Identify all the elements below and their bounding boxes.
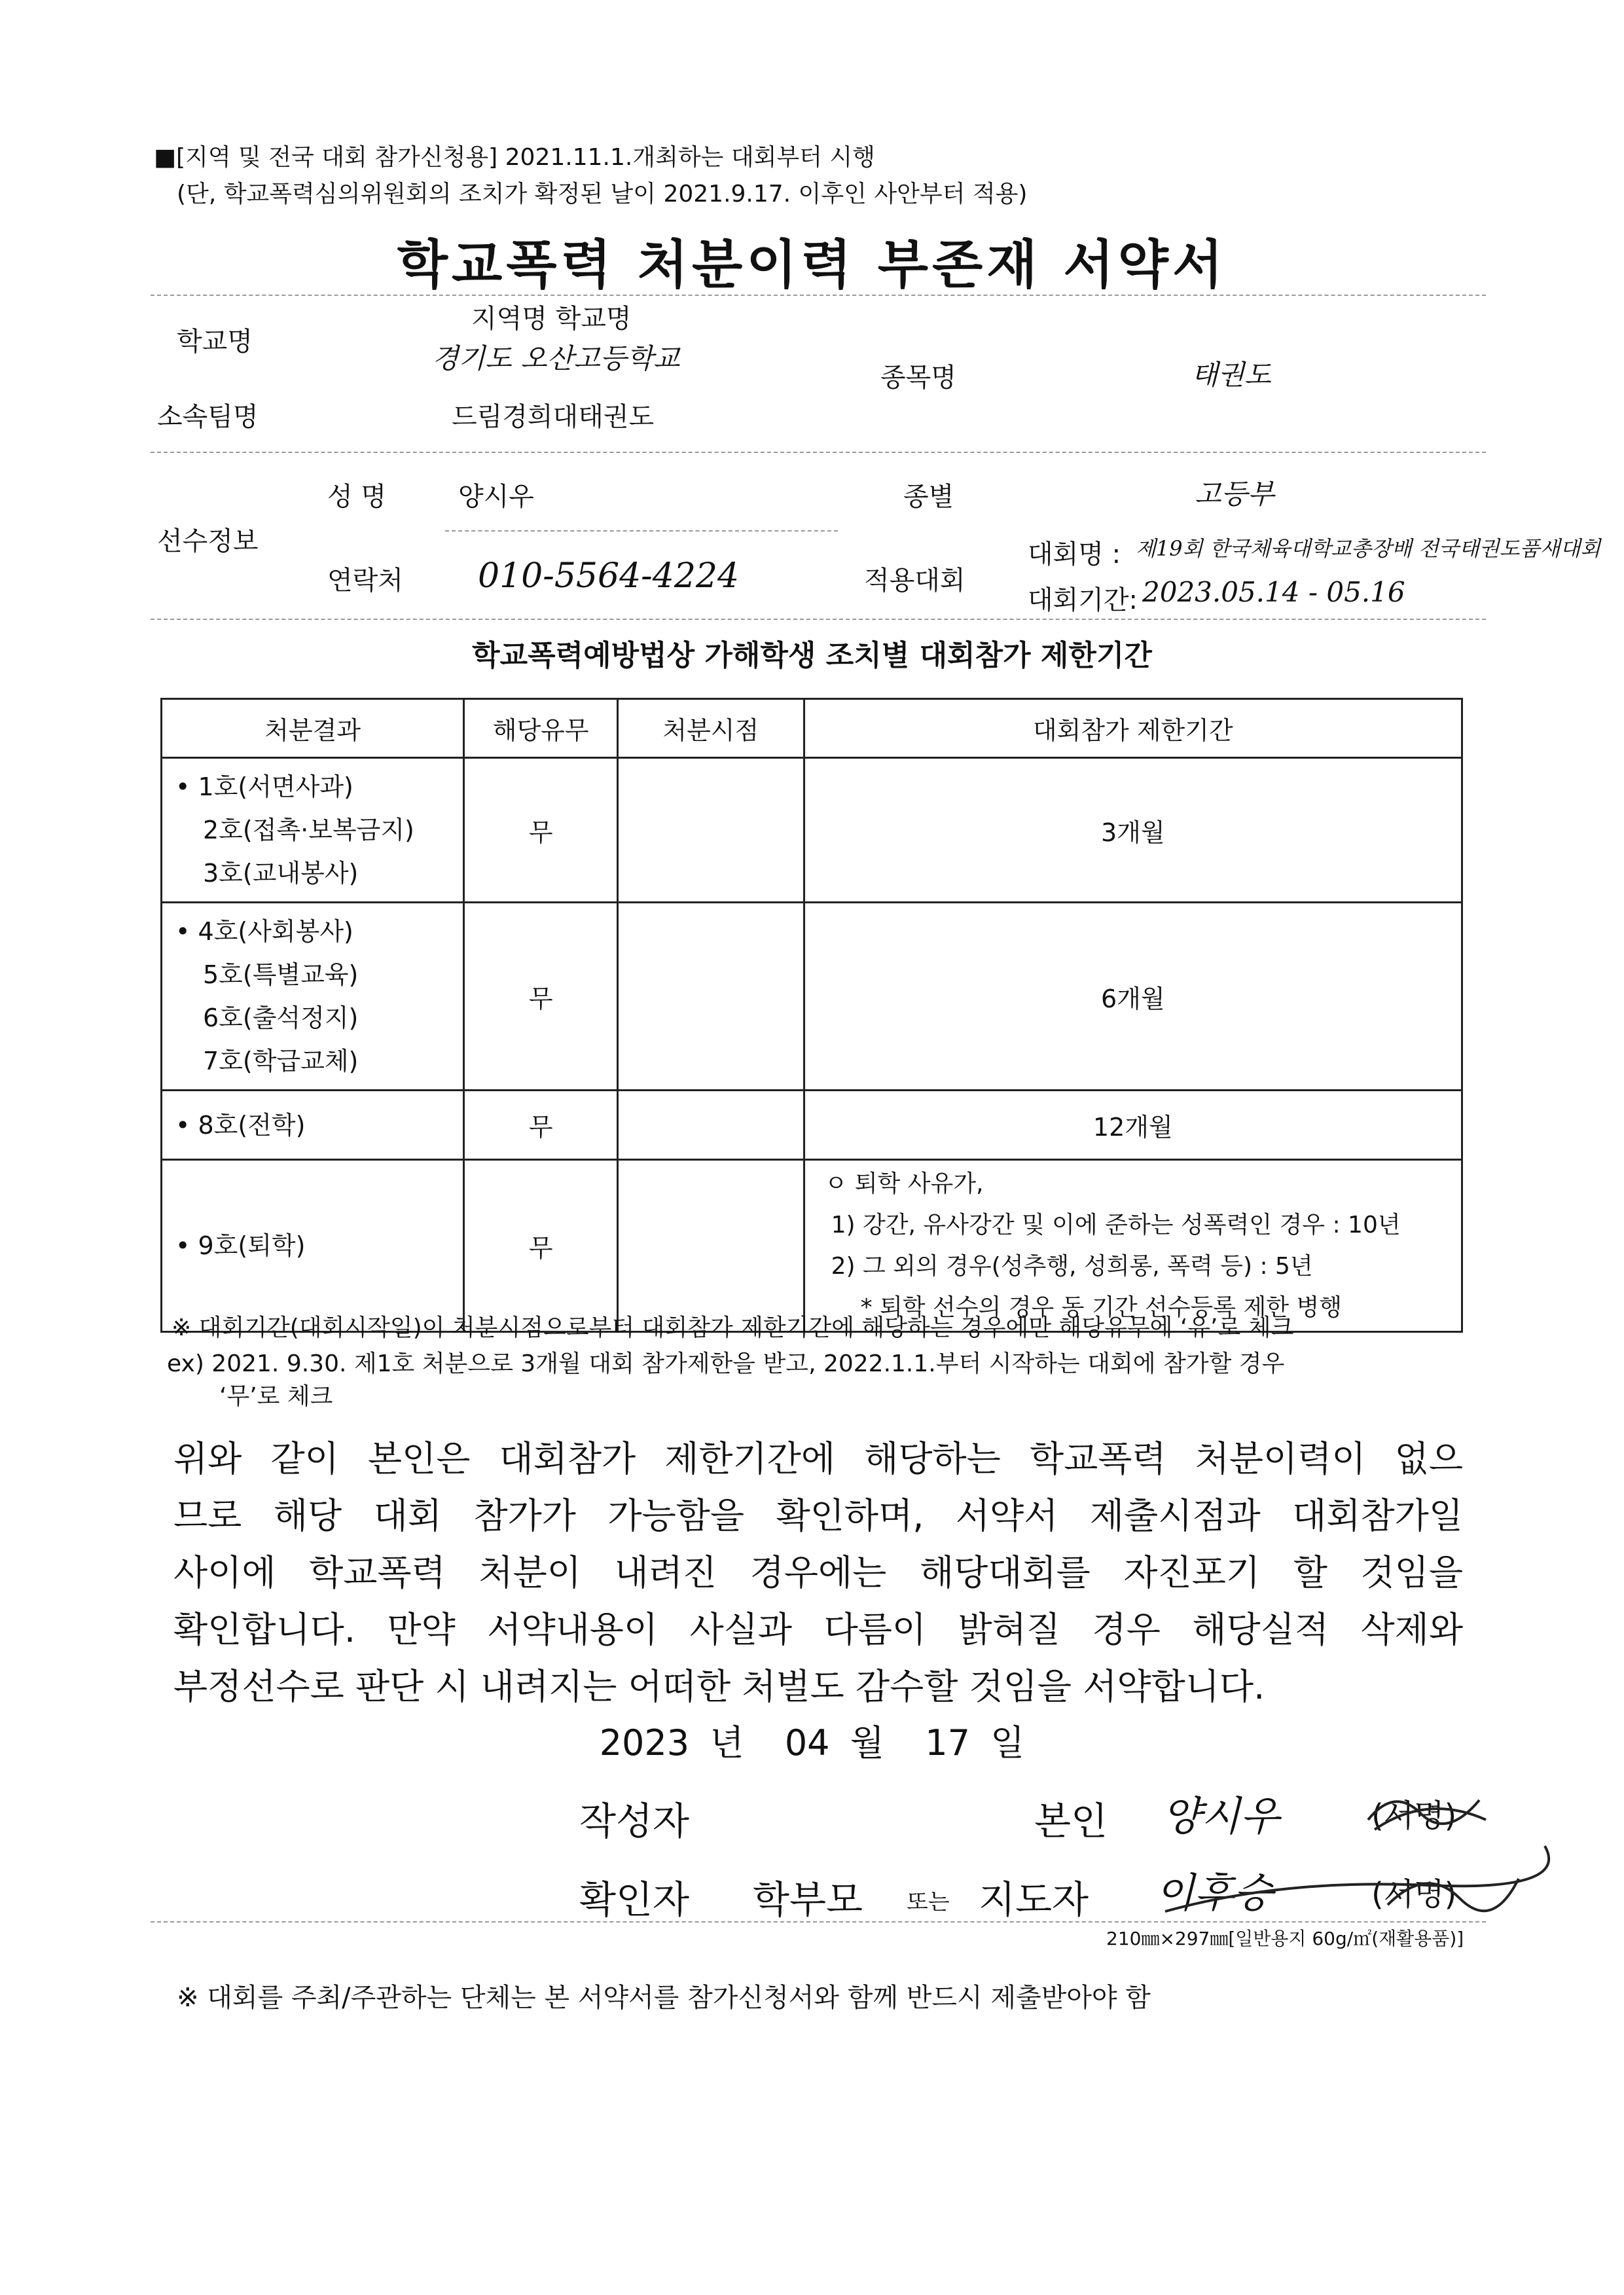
school-value: 경기도 오산고등학교 — [432, 342, 680, 374]
category-label: 종별 — [903, 482, 954, 512]
note-check-rule: ※ 대회기간(대회시작일)이 처분시점으로부터 대회참가 제한기간에 해당하는 경우에만 해당유무에 ‘유’로 체크 — [171, 1314, 1294, 1341]
competition-period-label: 대회기간: — [1028, 585, 1138, 615]
player-info-label: 선수정보 — [157, 526, 259, 556]
table-row — [162, 1160, 1462, 1332]
signature-scribble-icon — [1362, 1780, 1492, 1839]
column-header: 대회참가 제한기간 — [804, 699, 1462, 758]
category-value: 고등부 — [1195, 478, 1274, 510]
divider — [151, 452, 1486, 453]
disposition-time — [618, 903, 804, 1091]
coach-signature: (서명) — [1371, 1876, 1457, 1913]
contact-label: 연락처 — [327, 566, 403, 596]
signature-scribble-icon — [1152, 1839, 1558, 1925]
disposition-time — [618, 1091, 804, 1160]
applies-value: 무 — [464, 1160, 618, 1332]
table-row — [162, 758, 1462, 903]
self-name: 양시우 — [1162, 1792, 1280, 1840]
restriction-period: 3개월 — [804, 758, 1462, 903]
disposition-result: • 8호(전학) — [162, 1091, 464, 1160]
column-header: 해당유무 — [464, 699, 618, 758]
competition-name-value: 제19회 한국체육대학교총장배 전국태권도품새대회 — [1136, 536, 1601, 561]
competition-period-value: 2023.05.14 - 05.16 — [1142, 576, 1405, 608]
notice-line-1: ■[지역 및 전국 대회 참가신청용] 2021.11.1.개최하는 대회부터 시행 — [154, 144, 875, 171]
notice-line-2: (단, 학교폭력심의위원회의 조치가 확정된 날이 2021.9.17. 이후인 사안부터 적용) — [177, 181, 1028, 208]
table-row — [162, 1091, 1462, 1160]
disposition-result: • 9호(퇴학) — [162, 1160, 464, 1332]
parent-label: 학부모 — [753, 1877, 863, 1922]
school-label: 학교명 — [177, 327, 253, 357]
writer-label: 작성자 — [579, 1799, 690, 1843]
event-label: 종목명 — [880, 363, 956, 393]
region-school-caption: 지역명 학교명 — [471, 304, 632, 334]
team-value: 드림경희대태권도 — [452, 402, 655, 432]
pledge-paragraph: 위와 같이 본인은 대회참가 제한기간에 해당하는 학교폭력 처분이력이 없으 므로 해당 대회 참가가 가능함을 확인하며, 서약서 제출시점과 대회참가일 사이에 학교폭력 처분이 내려진 경우에는 해당대회를 자진포기 할 것임을 확인합니다. 만약 서약내용이 사실과 다름이 밝혀질 경우 해당실적 삭제와 부정선수로 판단 시 내려지는 어떠한 처벌도 감수할 것임을 서약합니다. — [173, 1438, 1463, 1707]
note-example: ex) 2021. 9.30. 제1호 처분으로 3개월 대회 참가제한을 받고, 2022.1.1.부터 시작하는 대회에 참가할 경우 — [167, 1350, 1285, 1377]
divider — [151, 1921, 1486, 1923]
divider — [445, 530, 838, 532]
event-value: 태권도 — [1191, 359, 1271, 391]
divider — [151, 619, 1486, 620]
restriction-period: 6개월 — [804, 903, 1462, 1091]
or-label: 또는 — [907, 1889, 950, 1915]
name-value: 양시우 — [458, 482, 534, 512]
disposition-time — [618, 758, 804, 903]
disposition-result: • 4호(사회봉사) 5호(특별교육) 6호(출석정지) 7호(학급교체) — [162, 903, 464, 1091]
applies-value: 무 — [464, 903, 618, 1091]
column-header: 처분시점 — [618, 699, 804, 758]
restriction-table-title: 학교폭력예방법상 가해학생 조치별 대회참가 제한기간 — [472, 639, 1152, 672]
applied-competition-label: 적용대회 — [864, 566, 965, 596]
divider — [151, 295, 1486, 296]
applies-value: 무 — [464, 758, 618, 903]
coach-name: 이후승 — [1155, 1869, 1273, 1917]
coach-label: 지도자 — [979, 1877, 1089, 1922]
restriction-table — [160, 698, 1463, 1333]
applies-value: 무 — [464, 1091, 618, 1160]
restriction-period: 12개월 — [804, 1091, 1462, 1160]
disposition-result: • 1호(서면사과) 2호(접촉·보복금지) 3호(교내봉사) — [162, 758, 464, 903]
footer-note: ※ 대회를 주최/주관하는 단체는 본 서약서를 참가신청서와 함께 반드시 제출받아야 함 — [177, 1983, 1151, 2013]
disposition-time — [618, 1160, 804, 1332]
column-header: 처분결과 — [162, 699, 464, 758]
team-label: 소속팀명 — [157, 402, 259, 432]
confirmer-label: 확인자 — [579, 1877, 690, 1922]
name-label: 성 명 — [327, 482, 386, 512]
restriction-period: ㅇ 퇴학 사유가, 1) 강간, 유사강간 및 이에 준하는 성폭력인 경우 : 10년 2) 그 외의 경우(성추행, 성희롱, 폭력 등) : 5년 * 퇴학 선수의 경우 동 기간 선수등록 제한 병행 — [804, 1160, 1462, 1332]
contact-value: 010-5564-4224 — [478, 556, 740, 596]
table-header-row — [162, 699, 1462, 758]
note-example-cont: ‘무’로 체크 — [219, 1383, 333, 1410]
self-signature: (서명) — [1371, 1798, 1457, 1834]
paper-spec: 210㎜×297㎜[일반용지 60g/㎡(재활용품)] — [1106, 1928, 1464, 1949]
pledge-date: 2023 년 04 월 17 일 — [599, 1722, 1025, 1763]
competition-name-label: 대회명 : — [1028, 539, 1121, 569]
table-row — [162, 903, 1462, 1091]
self-label: 본인 — [1034, 1799, 1108, 1843]
document-title: 학교폭력 처분이력 부존재 서약서 — [397, 234, 1227, 295]
